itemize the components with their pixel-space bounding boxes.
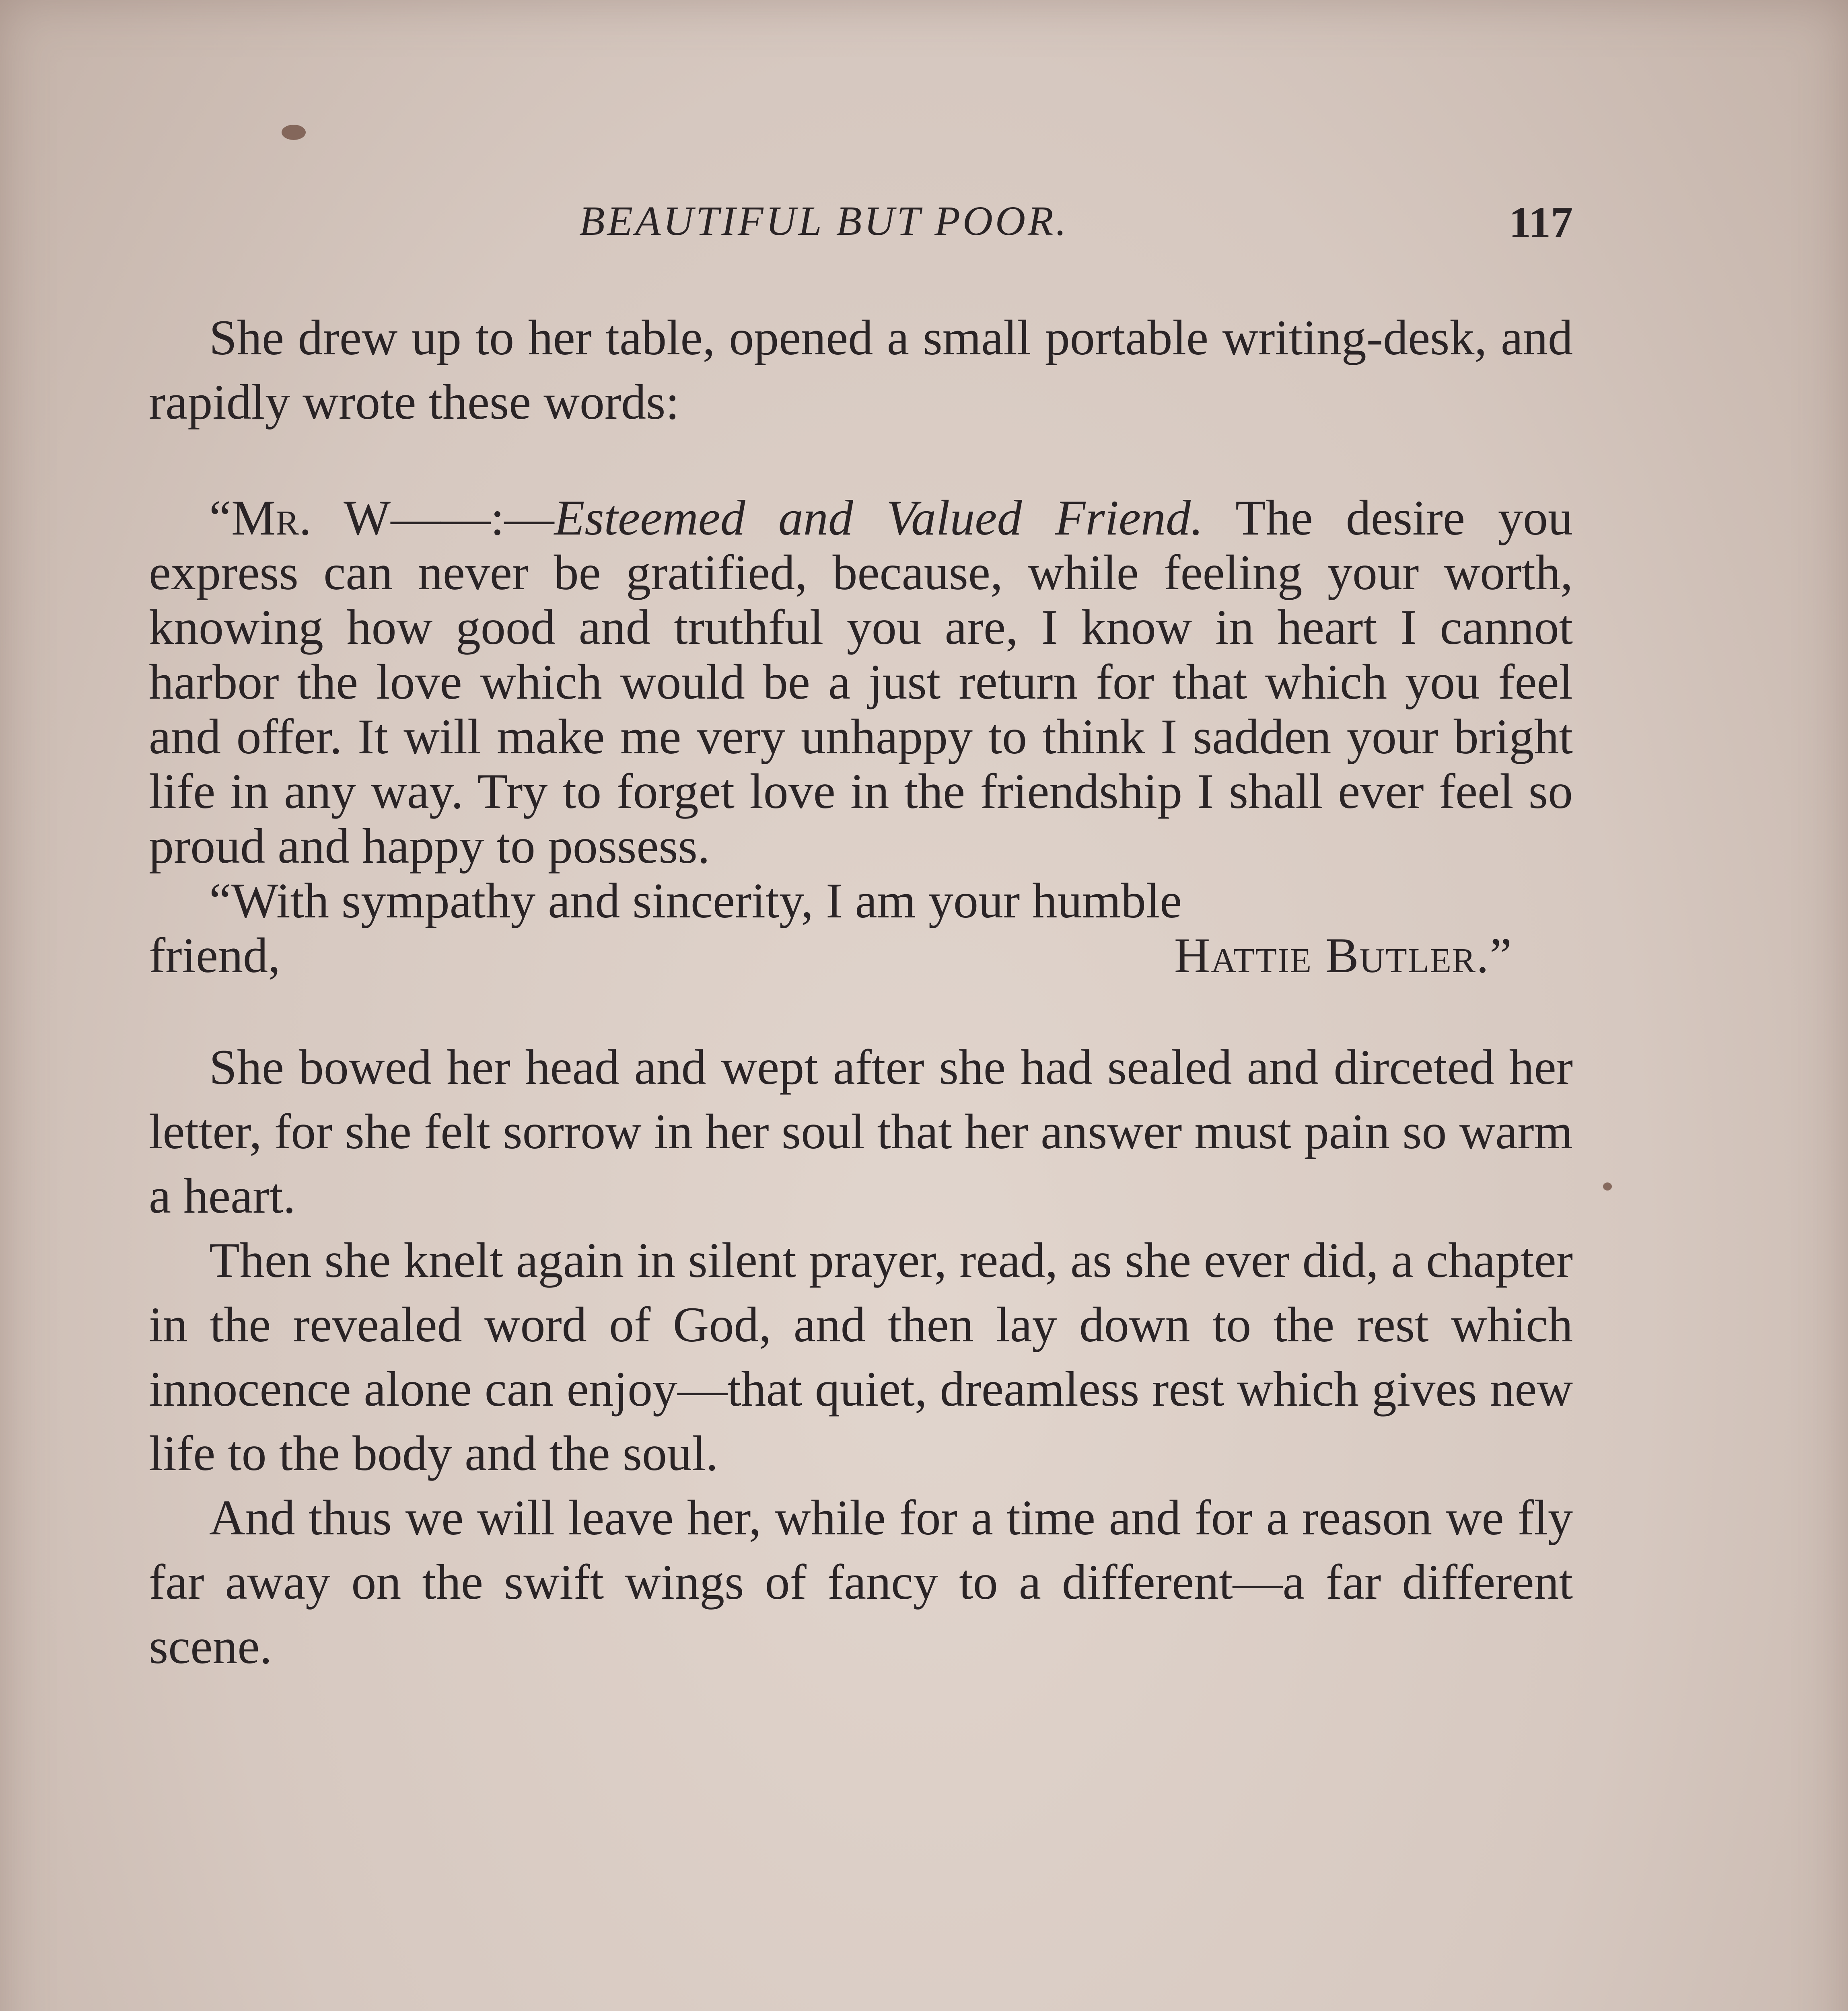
letter [149,491,1573,983]
paper-speck [1603,1182,1612,1191]
letter-body: The desire you express can never be gratified, because, while feeling your worth, knowing how good and truthful you are, I know in heart I cannot harbor the love which would be a just return for that which you feel and offer. It will make me very unhappy to think I sadden your bright life in any way. Try to forget love in the friendship I shall ever feel so proud and happy to possess. [149,490,1573,874]
paper-speck [282,125,306,140]
running-head: BEAUTIFUL BUT POOR. [579,198,1069,244]
letter-signoff [149,928,1573,983]
letter-body-paragraph [149,491,1573,874]
body-text [149,306,1573,1679]
letter-closing-friend: friend, [149,928,281,983]
paragraph-leave-her: And thus we will leave her, while for a time and for a reason we fly far away on the swift wings of fancy to a different—a far different scene. [149,1490,1573,1674]
paragraph-writing-desk: She drew up to her table, opened a small portable writing-desk, and rapidly wrote these words: [149,310,1573,430]
letter-salutation: “Mr. W——:— [209,490,554,545]
paragraph-silent-prayer: Then she knelt again in silent prayer, read, as she ever did, a chapter in the revealed word of God, and then lay down to the rest which innocence alone can enjoy—that quiet, dreamless rest which gives new life to the body and the soul. [149,1233,1573,1481]
letter-signature: Hattie Butler.” [1174,928,1513,983]
page-header [579,197,1573,257]
letter-closing: “With sympathy and sincerity, I am your humble [209,873,1182,928]
paragraph-bowed-head: She bowed her head and wept after she had sealed and dirceted her letter, for she felt sorrow in her soul that her answer must pain so warm a heart. [149,1040,1573,1223]
page-number: 117 [1509,198,1573,247]
letter-salutation-italic: Esteemed and Valued Friend. [554,490,1204,545]
